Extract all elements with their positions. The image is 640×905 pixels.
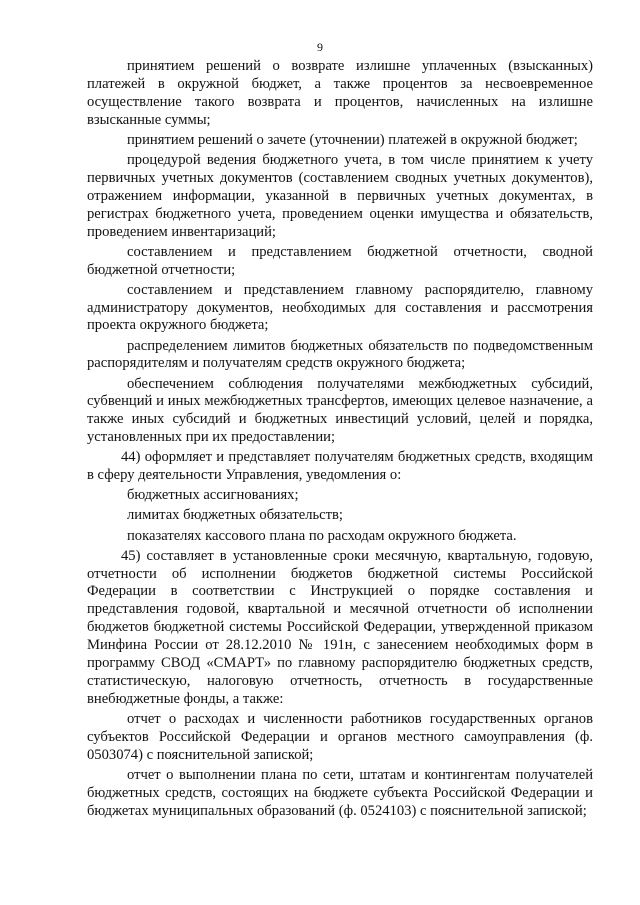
document-body bbox=[87, 58, 593, 823]
paragraph-report-0503074: отчет о расходах и численности работников государственных органов субъектов Российской Федерации и органов местного самоуправления (ф. 0503074) с пояснительной запиской; bbox=[87, 710, 593, 763]
paragraph-subsidy-compliance: обеспечением соблюдения получателями межбюджетных субсидий, субвенций и иных межбюджетных трансфертов, имеющих целевое назначение, а также иных субсидий и бюджетных инвестиций условий, целей и порядка, установленных при их предоставлении; bbox=[87, 375, 593, 446]
paragraph-budget-accounting: процедурой ведения бюджетного учета, в том числе принятием к учету первичных учетных документов (составлением сводных учетных документов), отражением информации, указанной в первичных учетных документах, в регистрах бюджетного учета, проведением оценки имущества и обязательств, проведением инвентаризаций; bbox=[87, 151, 593, 240]
paragraph-item-45: 45) составляет в установленные сроки месячную, квартальную, годовую, отчетности об исполнении бюджетов бюджетной системы Российской Федерации в соответствии с Инструкцией о порядке составления и представления годовой, квартальной и месячной отчетности об исполнении бюджетов бюджетной системы Российской Федерации, утвержденной приказом Минфина России от 28.12.2010 № 191н, с занесением необходимых форм в программу СВОД «СМАРТ» по главному распорядителю бюджетных средств, статистическую, налоговую отчетность, отчетность в государственные внебюджетные фонды, а также: bbox=[87, 547, 593, 707]
paragraph-documents-to-administrator: составлением и представлением главному распорядителю, главному администратору документов, необходимых для составления и рассмотрения проекта окружного бюджета; bbox=[87, 281, 593, 334]
paragraph-cash-plan-indicators: показателях кассового плана по расходам окружного бюджета. bbox=[127, 527, 517, 544]
paragraph-refund-decisions: принятием решений о возврате излишне уплаченных (взысканных) платежей в окружной бюджет, а также процентов за несвоевременное осуществление такого возврата и процентов, начисленных на излишне взысканные суммы; bbox=[87, 58, 593, 128]
paragraph-obligation-limits: лимитах бюджетных обязательств; bbox=[127, 507, 343, 524]
page-number: 9 bbox=[317, 40, 323, 54]
paragraph-limits-distribution: распределением лимитов бюджетных обязательств по подведомственным распорядителям и получателям средств окружного бюджета; bbox=[87, 337, 593, 372]
paragraph-budget-allocations: бюджетных ассигнованиях; bbox=[127, 487, 299, 504]
paragraph-offset-decisions: принятием решений о зачете (уточнении) платежей в окружной бюджет; bbox=[127, 131, 578, 148]
paragraph-item-44: 44) оформляет и представляет получателям бюджетных средств, входящим в сферу деятельности Управления, уведомления о: bbox=[87, 449, 593, 484]
paragraph-budget-reporting: составлением и представлением бюджетной отчетности, сводной бюджетной отчетности; bbox=[87, 243, 593, 278]
paragraph-report-0524103: отчет о выполнении плана по сети, штатам и контингентам получателей бюджетных средств, состоящих на бюджете субъекта Российской Федерации и бюджетах муниципальных образований (ф. 0524103) с пояснительной запиской; bbox=[87, 766, 593, 819]
